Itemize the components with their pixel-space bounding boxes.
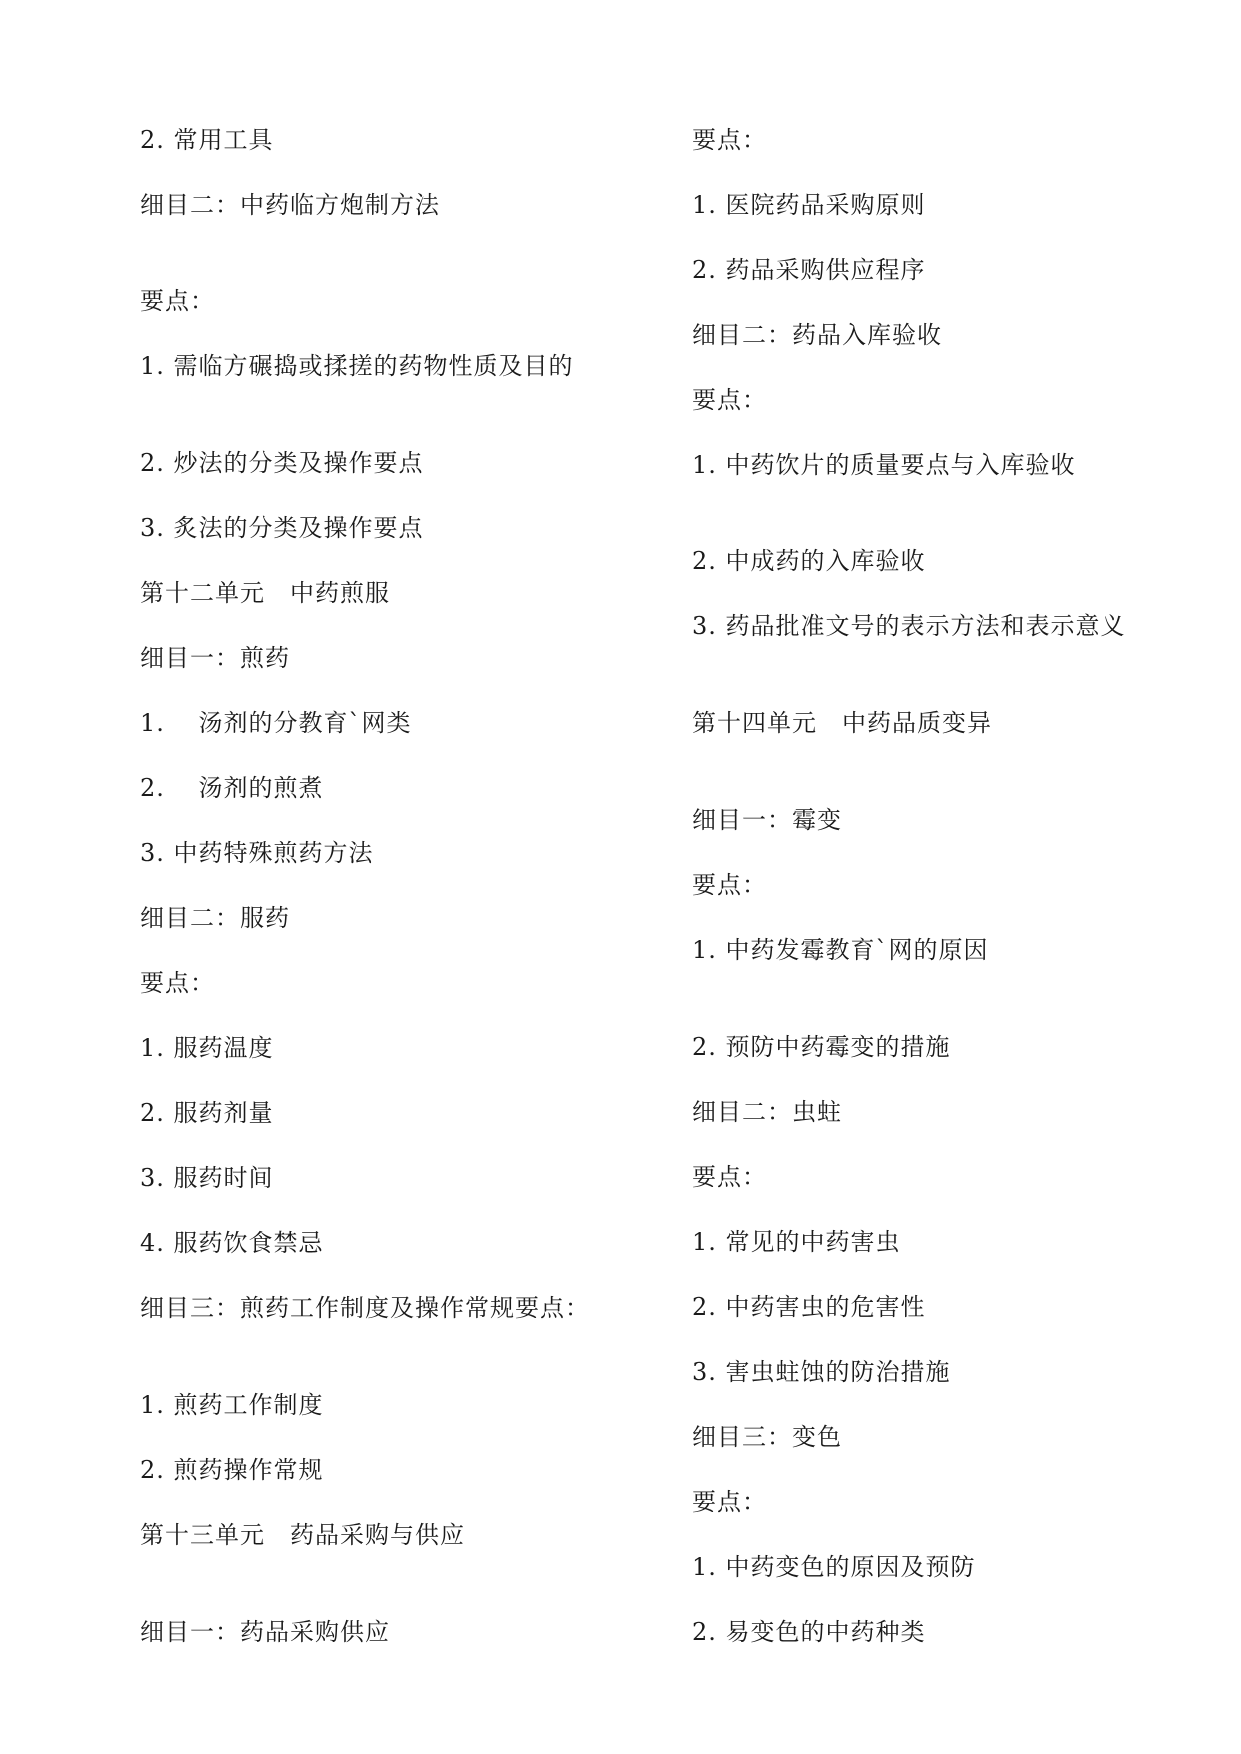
text-line: 3. 炙法的分类及操作要点 bbox=[140, 514, 424, 542]
text-line: 要点： bbox=[692, 1488, 767, 1516]
text-line: 细目三：煎药工作制度及操作常规要点： bbox=[140, 1294, 590, 1322]
text-line: 1. 常见的中药害虫 bbox=[692, 1228, 901, 1256]
text-line: 细目一：药品采购供应 bbox=[140, 1618, 390, 1646]
text-line: 细目二：药品入库验收 bbox=[692, 321, 942, 349]
text-line: 3. 服药时间 bbox=[140, 1164, 274, 1192]
text-line: 细目二：中药临方炮制方法 bbox=[140, 191, 440, 219]
right-column bbox=[550, 0, 1126, 1754]
text-line: 3. 药品批准文号的表示方法和表示意义 bbox=[692, 612, 1126, 640]
text-line: 2. 易变色的中药种类 bbox=[692, 1618, 926, 1646]
unit-heading: 第十四单元 中药品质变异 bbox=[692, 709, 992, 737]
text-line: 1. 煎药工作制度 bbox=[140, 1391, 324, 1419]
text-line: 细目一：霉变 bbox=[692, 806, 842, 834]
text-line: 2. 药品采购供应程序 bbox=[692, 256, 926, 284]
text-line: 3. 害虫蛀蚀的防治措施 bbox=[692, 1358, 951, 1386]
text-line: 1. 医院药品采购原则 bbox=[692, 191, 926, 219]
unit-heading: 第十二单元 中药煎服 bbox=[140, 579, 390, 607]
text-line: 细目二：服药 bbox=[140, 904, 290, 932]
text-line: 4. 服药饮食禁忌 bbox=[140, 1229, 324, 1257]
text-line: 2. 中成药的入库验收 bbox=[692, 547, 926, 575]
text-line: 要点： bbox=[692, 1163, 767, 1191]
text-line: 要点： bbox=[140, 969, 215, 997]
text-line: 1. 汤剂的分教育`网类 bbox=[140, 709, 412, 737]
left-column bbox=[0, 0, 590, 1754]
text-line: 2. 中药害虫的危害性 bbox=[692, 1293, 926, 1321]
text-line: 细目二：虫蛀 bbox=[692, 1098, 842, 1126]
text-line: 2. 汤剂的煎煮 bbox=[140, 774, 324, 802]
text-line: 2. 常用工具 bbox=[140, 126, 274, 154]
text-line: 2. 预防中药霉变的措施 bbox=[692, 1033, 951, 1061]
text-line: 1. 中药变色的原因及预防 bbox=[692, 1553, 976, 1581]
text-line: 要点： bbox=[692, 126, 767, 154]
text-line: 3. 中药特殊煎药方法 bbox=[140, 839, 374, 867]
unit-heading: 第十三单元 药品采购与供应 bbox=[140, 1521, 465, 1549]
text-line: 要点： bbox=[692, 871, 767, 899]
text-line: 要点： bbox=[692, 386, 767, 414]
text-line: 2. 服药剂量 bbox=[140, 1099, 274, 1127]
text-line: 细目三：变色 bbox=[692, 1423, 842, 1451]
text-line: 1. 中药发霉教育`网的原因 bbox=[692, 936, 989, 964]
text-line: 2. 炒法的分类及操作要点 bbox=[140, 449, 424, 477]
text-line: 1. 需临方碾捣或揉搓的药物性质及目的 bbox=[140, 352, 574, 380]
text-line: 要点： bbox=[140, 287, 215, 315]
text-line: 细目一：煎药 bbox=[140, 644, 290, 672]
text-line: 1. 服药温度 bbox=[140, 1034, 274, 1062]
text-line: 2. 煎药操作常规 bbox=[140, 1456, 324, 1484]
text-line: 1. 中药饮片的质量要点与入库验收 bbox=[692, 451, 1076, 479]
